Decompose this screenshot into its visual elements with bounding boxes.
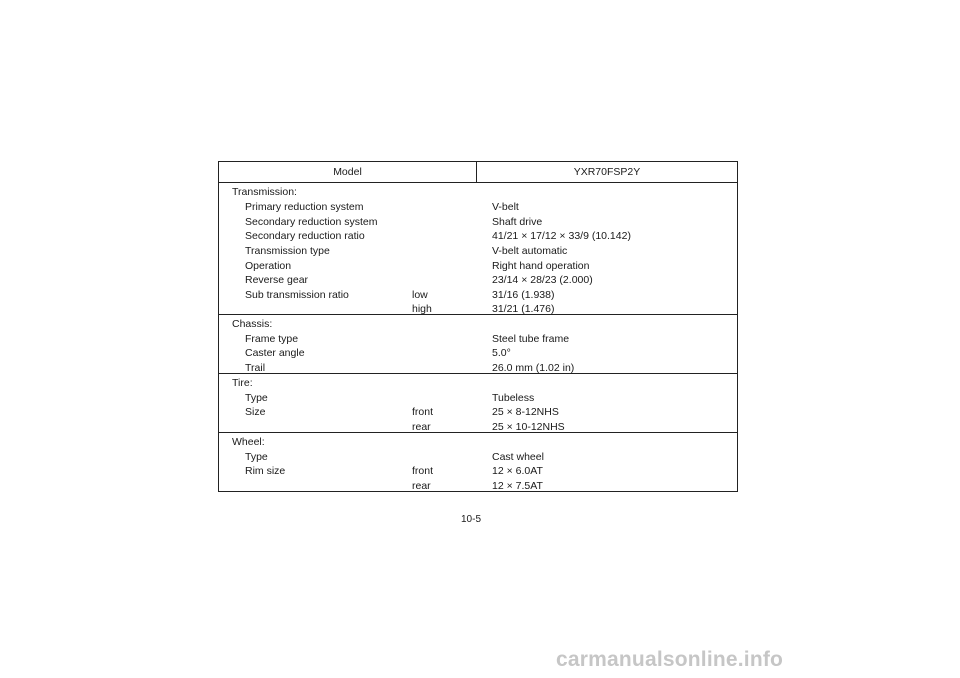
table-row <box>219 259 737 274</box>
section-title-row <box>219 376 737 391</box>
row-label: Trail <box>245 362 266 374</box>
table-row <box>219 332 737 347</box>
watermark-logo: carmanualsonline.info <box>556 648 784 671</box>
table-header <box>219 162 737 183</box>
table-row <box>219 244 737 259</box>
row-value: Steel tube frame <box>492 333 570 345</box>
row-label: Caster angle <box>245 347 305 359</box>
row-label: Type <box>245 451 268 463</box>
row-label: Secondary reduction system <box>245 216 378 228</box>
row-sub: front <box>412 406 434 418</box>
row-value: V-belt <box>492 201 519 213</box>
row-value: Cast wheel <box>492 451 544 463</box>
table-row <box>219 450 737 465</box>
row-label: Sub transmission ratio <box>245 289 349 301</box>
table-row <box>219 215 737 230</box>
section-wheel <box>219 433 737 491</box>
section-title: Wheel: <box>232 436 265 448</box>
row-value: 25 × 10-12NHS <box>492 421 565 433</box>
row-label: Transmission type <box>245 245 330 257</box>
table-row <box>219 464 737 479</box>
section-tire <box>219 374 737 433</box>
row-label: Operation <box>245 260 292 272</box>
section-transmission <box>219 183 737 315</box>
row-value: 31/16 (1.938) <box>492 289 555 301</box>
table-row <box>219 346 737 361</box>
section-title: Transmission: <box>232 186 297 198</box>
model-value: YXR70FSP2Y <box>573 166 641 178</box>
table-row <box>219 200 737 215</box>
table-row <box>219 405 737 420</box>
row-sub: rear <box>412 480 431 492</box>
row-label: Reverse gear <box>245 274 309 286</box>
table-row <box>219 288 737 303</box>
row-sub: low <box>412 289 428 301</box>
row-value: 25 × 8-12NHS <box>492 406 559 418</box>
section-title: Tire: <box>232 377 253 389</box>
table-row <box>219 479 737 494</box>
row-value: 26.0 mm (1.02 in) <box>492 362 575 374</box>
row-value: 5.0° <box>492 347 511 359</box>
row-sub: rear <box>412 421 431 433</box>
row-label: Size <box>245 406 266 418</box>
table-row <box>219 273 737 288</box>
row-value: 12 × 6.0AT <box>492 465 543 477</box>
row-label: Rim size <box>245 465 286 477</box>
row-value: Right hand operation <box>492 260 590 272</box>
row-sub: front <box>412 465 434 477</box>
section-title: Chassis: <box>232 318 273 330</box>
row-value: Shaft drive <box>492 216 543 228</box>
table-row <box>219 229 737 244</box>
model-label: Model <box>333 166 362 178</box>
table-row <box>219 391 737 406</box>
row-label: Primary reduction system <box>245 201 364 213</box>
row-value: 41/21 × 17/12 × 33/9 (10.142) <box>492 230 631 242</box>
row-label: Type <box>245 392 268 404</box>
row-label: Secondary reduction ratio <box>245 230 365 242</box>
row-value: 31/21 (1.476) <box>492 303 555 315</box>
row-value: 12 × 7.5AT <box>492 480 543 492</box>
section-title-row <box>219 435 737 450</box>
row-value: 23/14 × 28/23 (2.000) <box>492 274 593 286</box>
row-value: Tubeless <box>492 392 535 404</box>
row-sub: high <box>412 303 432 315</box>
row-value: V-belt automatic <box>492 245 568 257</box>
section-title-row <box>219 317 737 332</box>
page-number: 10-5 <box>461 514 482 525</box>
row-label: Frame type <box>245 333 299 345</box>
section-title-row <box>219 185 737 200</box>
section-chassis <box>219 315 737 374</box>
spec-table <box>218 161 738 492</box>
